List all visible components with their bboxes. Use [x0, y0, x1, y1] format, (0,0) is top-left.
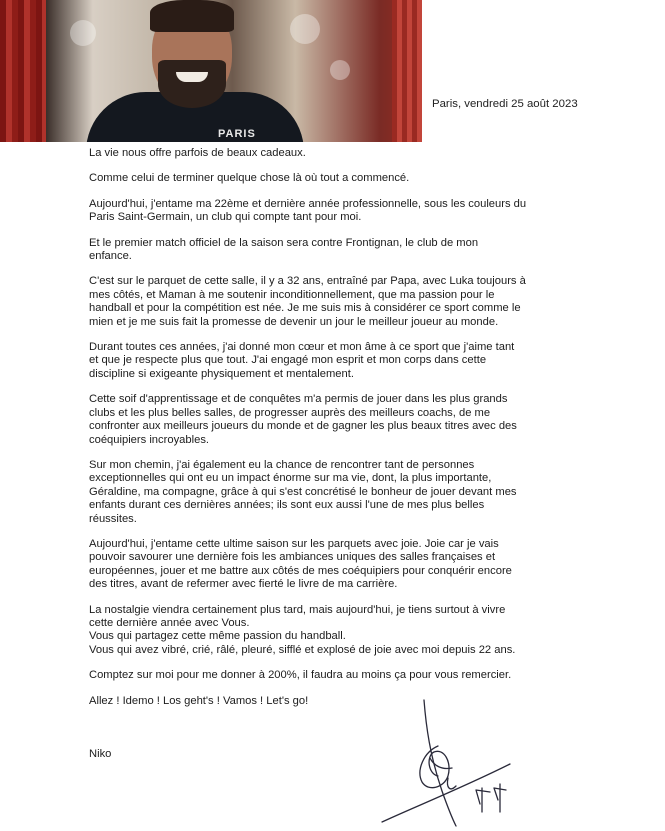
letter-line: Aujourd'hui, j'entame cette ultime saison sur les parquets avec joie. Joie car je vais — [89, 537, 499, 550]
shirt-text: PARIS — [218, 128, 256, 140]
letter-paragraph — [89, 538, 559, 592]
letter-line: enfance. — [89, 250, 132, 263]
letter-paragraph — [89, 275, 559, 329]
letter-line: Et le premier match officiel de la saison sera contre Frontignan, le club de mon — [89, 236, 479, 249]
paragraph-gap — [89, 526, 559, 538]
letter-body — [89, 147, 559, 708]
letter-paragraph — [89, 393, 559, 447]
paragraph-gap — [89, 263, 559, 275]
letter-line: enfants durant ces dernières années; ils sont eux aussi l'une de mes plus belles — [89, 499, 485, 512]
background-light — [290, 14, 320, 44]
paragraph-gap — [89, 447, 559, 459]
letter-line: Paris Saint-Germain, un club qui compte tant pour moi. — [89, 211, 362, 224]
paragraph-gap — [89, 683, 559, 695]
letter-paragraph — [89, 147, 559, 160]
letter-line: handball et pour la compétition est née. Je me suis mis à considérer ce sport comme le — [89, 302, 521, 315]
background-light — [70, 20, 96, 46]
paragraph-gap — [89, 186, 559, 198]
letter-line: Cette soif d'apprentissage et de conquêtes m'a permis de jouer dans les plus grands — [89, 393, 508, 406]
background-light — [330, 60, 350, 80]
letter-line: clubs et les plus belles salles, de progresser auprès des meilleurs coachs, de me — [89, 406, 491, 419]
letter-paragraph — [89, 172, 559, 185]
letter-line: Allez ! Idemo ! Los geht's ! Vamos ! Let's go! — [89, 694, 309, 707]
handwritten-signature — [372, 696, 532, 831]
letter-line: La nostalgie viendra certainement plus tard, mais aujourd'hui, je tiens surtout à vivre — [89, 603, 506, 616]
letter-line: Comptez sur moi pour me donner à 200%, il faudra au moins ça pour vous remercier. — [89, 669, 512, 682]
letter-line: discipline si exigeante physiquement et mentalement. — [89, 367, 354, 380]
letter-line: pouvoir savourer une dernière fois les ambiances uniques des salles françaises et — [89, 551, 496, 564]
letter-paragraph — [89, 459, 559, 526]
letter-paragraph — [89, 669, 559, 682]
player-hair — [150, 0, 234, 32]
letter-line: coéquipiers incroyables. — [89, 433, 210, 446]
letter-paragraph — [89, 237, 559, 264]
letter-line: confronter aux meilleurs joueurs du monde et de gagner les plus beaux titres avec des — [89, 420, 517, 433]
player-smile — [176, 72, 208, 82]
letter-line: mes côtés, et Maman à me soutenir inconditionnellement, que ma passion pour le — [89, 288, 495, 301]
letter-paragraph — [89, 604, 559, 658]
paragraph-gap — [89, 329, 559, 341]
letter-paragraph — [89, 341, 559, 381]
letter-line: cette dernière année avec Vous. — [89, 616, 250, 629]
signoff-name: Niko — [89, 748, 112, 760]
paragraph-gap — [89, 381, 559, 393]
paragraph-gap — [89, 657, 559, 669]
letter-paragraph — [89, 198, 559, 225]
letter-line: Comme celui de terminer quelque chose là où tout a commencé. — [89, 172, 410, 185]
letter-line: Géraldine, ma compagne, grâce à qui s'est concrétisé le bonheur de jouer devant mes — [89, 485, 517, 498]
player-beard — [158, 60, 226, 108]
paragraph-gap — [89, 592, 559, 604]
letter-line: et que je respecte plus que tout. J'ai engagé mon esprit et mon corps dans cette — [89, 354, 487, 367]
letter-line: Vous qui partagez cette même passion du handball. — [89, 630, 346, 643]
letter-line: mien et je me suis fait la promesse de devenir un jour le meilleur joueur au monde. — [89, 315, 499, 328]
paragraph-gap — [89, 225, 559, 237]
letter-line: Sur mon chemin, j'ai également eu la chance de rencontrer tant de personnes — [89, 458, 475, 471]
letter-line: La vie nous offre parfois de beaux cadeaux. — [89, 147, 306, 159]
letter-line: exceptionnelles qui ont eu un impact énorme sur ma vie, dont, la plus importante, — [89, 472, 492, 485]
letter-date: Paris, vendredi 25 août 2023 — [432, 98, 578, 110]
paragraph-gap — [89, 160, 559, 172]
header-photo — [0, 0, 422, 142]
letter-line: des titres, avant de refermer avec fierté le livre de ma carrière. — [89, 578, 398, 591]
letter-line: Aujourd'hui, j'entame ma 22ème et dernière année professionnelle, sous les couleurs du — [89, 197, 527, 210]
letter-line: réussites. — [89, 512, 137, 525]
letter-line: C'est sur le parquet de cette salle, il y a 32 ans, entraîné par Papa, avec Luka toujours à — [89, 275, 526, 288]
red-curtain-left — [0, 0, 46, 142]
letter-line: européennes, jouer et me battre aux côtés de mes coéquipiers pour conquérir encore — [89, 564, 512, 577]
letter-line: Vous qui avez vibré, crié, râlé, pleuré, sifflé et explosé de joie avec moi depuis 22 ans. — [89, 643, 516, 656]
red-curtain-right — [392, 0, 422, 142]
letter-line: Durant toutes ces années, j'ai donné mon cœur et mon âme à ce sport que j'aime tant — [89, 341, 515, 354]
